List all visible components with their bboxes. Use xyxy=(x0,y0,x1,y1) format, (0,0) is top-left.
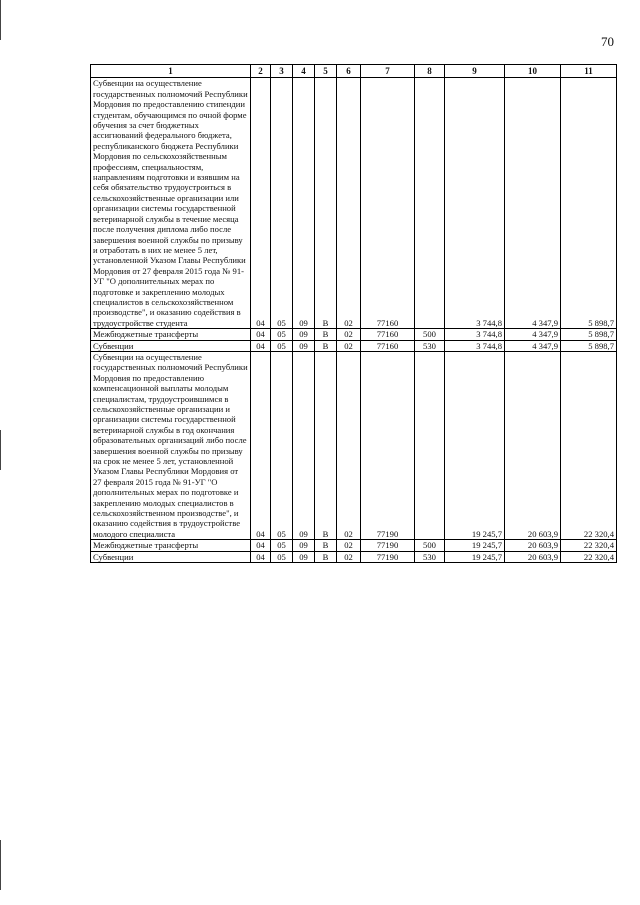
amount-cell: 4 347,9 xyxy=(505,340,561,351)
amount-cell: 22 320,4 xyxy=(561,551,617,562)
code-cell xyxy=(415,351,445,539)
row-description: Межбюджетные трансферты xyxy=(91,329,251,340)
column-header: 4 xyxy=(293,65,315,78)
amount-cell: 4 347,9 xyxy=(505,78,561,329)
scan-edge-mark-bottom xyxy=(0,840,1,890)
code-cell: 02 xyxy=(337,540,361,551)
amount-cell: 5 898,7 xyxy=(561,340,617,351)
code-cell: 530 xyxy=(415,551,445,562)
code-cell: В xyxy=(315,329,337,340)
code-cell: В xyxy=(315,351,337,539)
code-cell: 05 xyxy=(271,78,293,329)
amount-cell: 22 320,4 xyxy=(561,540,617,551)
code-cell: 05 xyxy=(271,340,293,351)
code-cell: 04 xyxy=(251,540,271,551)
code-cell xyxy=(415,78,445,329)
code-cell: 530 xyxy=(415,340,445,351)
column-number-header xyxy=(91,65,617,78)
column-header: 7 xyxy=(361,65,415,78)
code-cell: 77190 xyxy=(361,540,415,551)
code-cell: 04 xyxy=(251,551,271,562)
amount-cell: 22 320,4 xyxy=(561,351,617,539)
code-cell: 77190 xyxy=(361,351,415,539)
code-cell: В xyxy=(315,551,337,562)
amount-cell: 5 898,7 xyxy=(561,78,617,329)
code-cell: 02 xyxy=(337,78,361,329)
page-number: 70 xyxy=(601,34,614,49)
amount-cell: 20 603,9 xyxy=(505,351,561,539)
amount-cell: 3 744,8 xyxy=(445,78,505,329)
code-cell: 09 xyxy=(293,351,315,539)
table-row xyxy=(91,329,617,340)
column-header: 2 xyxy=(251,65,271,78)
amount-cell: 4 347,9 xyxy=(505,329,561,340)
budget-table xyxy=(90,64,617,563)
amount-cell: 5 898,7 xyxy=(561,329,617,340)
scan-edge-mark-middle xyxy=(0,430,1,470)
code-cell: 77160 xyxy=(361,78,415,329)
row-description: Субвенции на осуществление государственных полномочий Республики Мордовия по предоставлению компенсационной выплаты молодым специалистам, трудоустроившимся в сельскохозяйственные организации и организации системы государственной ветеринарной службы в год окончания образовательных организаций либо после завершения военной службы по призыву на срок не менее 5 лет, установленной Указом Главы Республики Мордовия от 27 февраля 2015 года № 91-УГ "О дополнительных мерах по подготовке и закреплению молодых специалистов в сельскохозяйственном производстве", и оказанию содействия в трудоустройстве молодого специалиста xyxy=(91,351,251,539)
table-row xyxy=(91,351,617,539)
code-cell: 09 xyxy=(293,551,315,562)
column-header: 9 xyxy=(445,65,505,78)
amount-cell: 3 744,8 xyxy=(445,329,505,340)
row-description: Субвенции xyxy=(91,340,251,351)
code-cell: 09 xyxy=(293,540,315,551)
code-cell: 02 xyxy=(337,551,361,562)
amount-cell: 20 603,9 xyxy=(505,551,561,562)
table-row xyxy=(91,340,617,351)
scan-edge-mark-top xyxy=(0,0,1,40)
code-cell: В xyxy=(315,78,337,329)
code-cell: 77160 xyxy=(361,340,415,351)
code-cell: 09 xyxy=(293,340,315,351)
code-cell: 05 xyxy=(271,351,293,539)
table-row xyxy=(91,78,617,329)
column-header: 11 xyxy=(561,65,617,78)
column-header: 10 xyxy=(505,65,561,78)
row-description: Субвенции xyxy=(91,551,251,562)
row-description: Субвенции на осуществление государственных полномочий Республики Мордовия по предоставлению стипендии студентам, обучающимся по очной форме обучения за счет бюджетных ассигнований федерального бюджета, республиканского бюджета Республики Мордовия по сельскохозяйственным профессиям, специальностям, направлениям подготовки и взявшим на себя обязательство трудоустроиться в сельскохозяйственные организации или организации системы государственной ветеринарной службы в течение месяца после получения диплома либо после завершения военной службы по призыву и отработать в них не менее 5 лет, установленной Указом Главы Республики Мордовия от 27 февраля 2015 года № 91-УГ "О дополнительных мерах по подготовке и закреплению молодых специалистов в сельскохозяйственном производстве", и оказанию содействия в трудоустройстве студента xyxy=(91,78,251,329)
code-cell: В xyxy=(315,340,337,351)
code-cell: 05 xyxy=(271,540,293,551)
column-header: 5 xyxy=(315,65,337,78)
amount-cell: 3 744,8 xyxy=(445,340,505,351)
amount-cell: 20 603,9 xyxy=(505,540,561,551)
column-header: 6 xyxy=(337,65,361,78)
code-cell: В xyxy=(315,540,337,551)
column-header: 1 xyxy=(91,65,251,78)
code-cell: 500 xyxy=(415,540,445,551)
column-header: 3 xyxy=(271,65,293,78)
table-row xyxy=(91,540,617,551)
amount-cell: 19 245,7 xyxy=(445,351,505,539)
code-cell: 04 xyxy=(251,351,271,539)
table-row xyxy=(91,551,617,562)
amount-cell: 19 245,7 xyxy=(445,540,505,551)
code-cell: 05 xyxy=(271,551,293,562)
code-cell: 04 xyxy=(251,340,271,351)
code-cell: 02 xyxy=(337,340,361,351)
code-cell: 77190 xyxy=(361,551,415,562)
code-cell: 09 xyxy=(293,78,315,329)
row-description: Межбюджетные трансферты xyxy=(91,540,251,551)
column-header: 8 xyxy=(415,65,445,78)
code-cell: 02 xyxy=(337,329,361,340)
code-cell: 04 xyxy=(251,329,271,340)
code-cell: 04 xyxy=(251,78,271,329)
code-cell: 77160 xyxy=(361,329,415,340)
code-cell: 500 xyxy=(415,329,445,340)
code-cell: 02 xyxy=(337,351,361,539)
code-cell: 05 xyxy=(271,329,293,340)
amount-cell: 19 245,7 xyxy=(445,551,505,562)
code-cell: 09 xyxy=(293,329,315,340)
